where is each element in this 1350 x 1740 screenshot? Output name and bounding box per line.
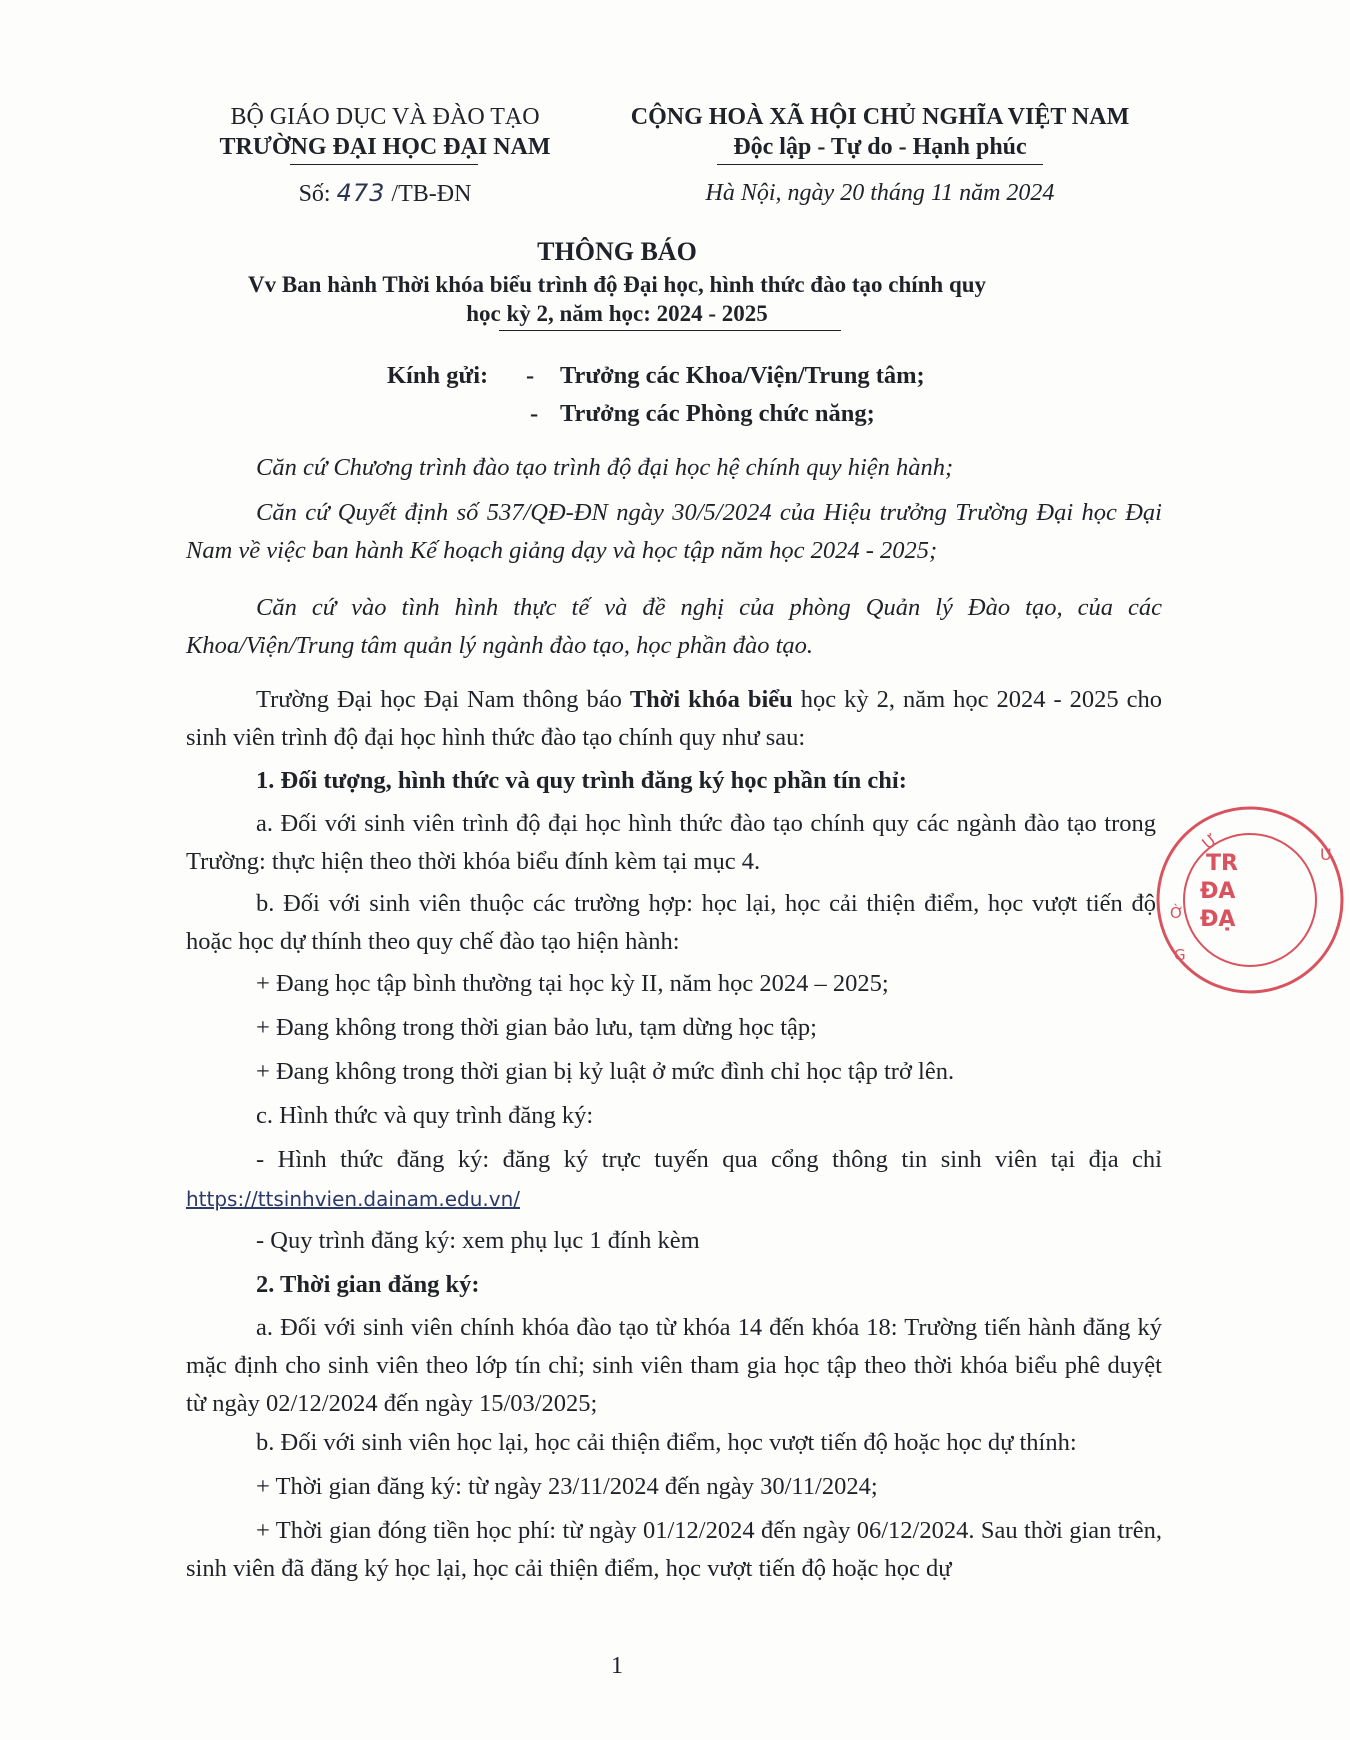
section1-b-item: + Đang không trong thời gian bị kỷ luật ở mức đình chỉ học tập trở lên. xyxy=(256,1058,955,1085)
country-name: CỘNG HOÀ XÃ HỘI CHỦ NGHĨA VIỆT NAM xyxy=(630,104,1130,130)
school-underline xyxy=(290,164,478,165)
doc-title: THÔNG BÁO xyxy=(537,237,697,266)
recipients-label: Kính gửi: xyxy=(387,362,489,389)
official-stamp xyxy=(1150,800,1350,1000)
section1-b-item: + Đang học tập bình thường tại học kỳ II, năm học 2024 – 2025; xyxy=(256,970,889,997)
svg-text:Ờ: Ờ xyxy=(1170,904,1184,922)
legal-basis: Căn cứ Chương trình đào tạo trình độ đại học hệ chính quy hiện hành; xyxy=(256,454,954,481)
section1-heading: 1. Đối tượng, hình thức và quy trình đăng ký học phần tín chỉ: xyxy=(256,767,907,794)
stamp-text: ĐẠ xyxy=(1200,907,1236,932)
section2-b-item: + Thời gian đóng tiền học phí: từ ngày 01/12/2024 đến ngày 06/12/2024. Sau thời gian trên, sinh viên đã đăng ký học lại, học cải thiện điểm, học vượt tiến độ hoặc học dự xyxy=(186,1517,1162,1582)
place-date: Hà Nội, ngày 20 tháng 11 năm 2024 xyxy=(705,180,1055,206)
number-prefix: Số: xyxy=(298,181,331,207)
national-motto: Độc lập - Tự do - Hạnh phúc xyxy=(733,134,1027,160)
section1-c-process: - Quy trình đăng ký: xem phụ lục 1 đính kèm xyxy=(256,1227,700,1254)
number-handwritten: 473 xyxy=(336,179,386,207)
number-suffix: /TB-ĐN xyxy=(391,181,472,207)
school-name: TRƯỜNG ĐẠI HỌC ĐẠI NAM xyxy=(219,134,551,160)
legal-basis: Căn cứ Quyết định số 537/QĐ-ĐN ngày 30/5/2024 của Hiệu trưởng Trường Đại học Đại Nam về việc ban hành Kế hoạch giảng dạy và học tập năm học 2024 - 2025; xyxy=(186,499,1162,564)
doc-subject-line1: Vv Ban hành Thời khóa biểu trình độ Đại học, hình thức đào tạo chính quy xyxy=(247,272,987,297)
legal-basis: Căn cứ vào tình hình thực tế và đề nghị của phòng Quản lý Đào tạo, của các Khoa/Viện/Trung tâm quản lý ngành đào tạo, học phần đào tạo. xyxy=(186,594,1162,659)
stamp-text: TR xyxy=(1206,851,1238,876)
intro-before: Trường Đại học Đại Nam thông báo xyxy=(256,686,622,713)
recipient-dash: - xyxy=(530,400,539,427)
section1-b: b. Đối với sinh viên thuộc các trường hợp: học lại, học cải thiện điểm, học vượt tiến độ hoặc học dự thính theo quy chế đào tạo hiện hành: xyxy=(186,890,1156,955)
section1-b-item: + Đang không trong thời gian bảo lưu, tạm dừng học tập; xyxy=(256,1014,817,1041)
stamp-text: ĐA xyxy=(1200,879,1236,904)
intro-paragraph xyxy=(186,681,1162,757)
student-portal-link[interactable]: https://ttsinhvien.dainam.edu.vn/ xyxy=(186,1187,520,1211)
motto-underline xyxy=(717,164,1043,165)
section1-c-form: - Hình thức đăng ký: đăng ký trực tuyến qua cổng thông tin sinh viên tại địa chỉ xyxy=(256,1146,1162,1173)
subject-underline xyxy=(499,330,841,331)
section1-a: a. Đối với sinh viên trình độ đại học hình thức đào tạo chính quy các ngành đào tạo trong Trường: thực hiện theo thời khóa biểu đính kèm tại mục 4. xyxy=(186,810,1156,875)
svg-text:G: G xyxy=(1174,946,1186,964)
recipient-item: Trưởng các Khoa/Viện/Trung tâm; xyxy=(560,362,925,389)
document-number xyxy=(150,177,620,210)
recipient-dash: - xyxy=(526,362,535,389)
intro-after: học kỳ 2, năm học 2024 - 2025 cho sinh viên trình độ đại học hình thức đào tạo chính quy như sau: xyxy=(186,686,1162,751)
page-number: 1 xyxy=(610,1652,624,1679)
section2-heading: 2. Thời gian đăng ký: xyxy=(256,1271,480,1298)
ministry-name: BỘ GIÁO DỤC VÀ ĐÀO TẠO xyxy=(230,104,540,130)
section1-c: c. Hình thức và quy trình đăng ký: xyxy=(256,1102,594,1129)
doc-subject-line2: học kỳ 2, năm học: 2024 - 2025 xyxy=(466,301,768,326)
svg-text:Ư: Ư xyxy=(1198,829,1222,854)
svg-text:U: U xyxy=(1320,845,1332,864)
section2-b: b. Đối với sinh viên học lại, học cải thiện điểm, học vượt tiến độ hoặc học dự thính: xyxy=(256,1429,1077,1456)
recipient-item: Trưởng các Phòng chức năng; xyxy=(560,400,875,427)
section2-b-item: + Thời gian đăng ký: từ ngày 23/11/2024 đến ngày 30/11/2024; xyxy=(256,1473,878,1500)
intro-bold: Thời khóa biểu xyxy=(629,686,793,713)
section2-a: a. Đối với sinh viên chính khóa đào tạo từ khóa 14 đến khóa 18: Trường tiến hành đăng ký mặc định cho sinh viên theo lớp tín chỉ; sinh viên tham gia học tập theo thời khóa biểu phê duyệt từ ngày 02/12/2024 đến ngày 15/03/2025; xyxy=(186,1314,1162,1417)
